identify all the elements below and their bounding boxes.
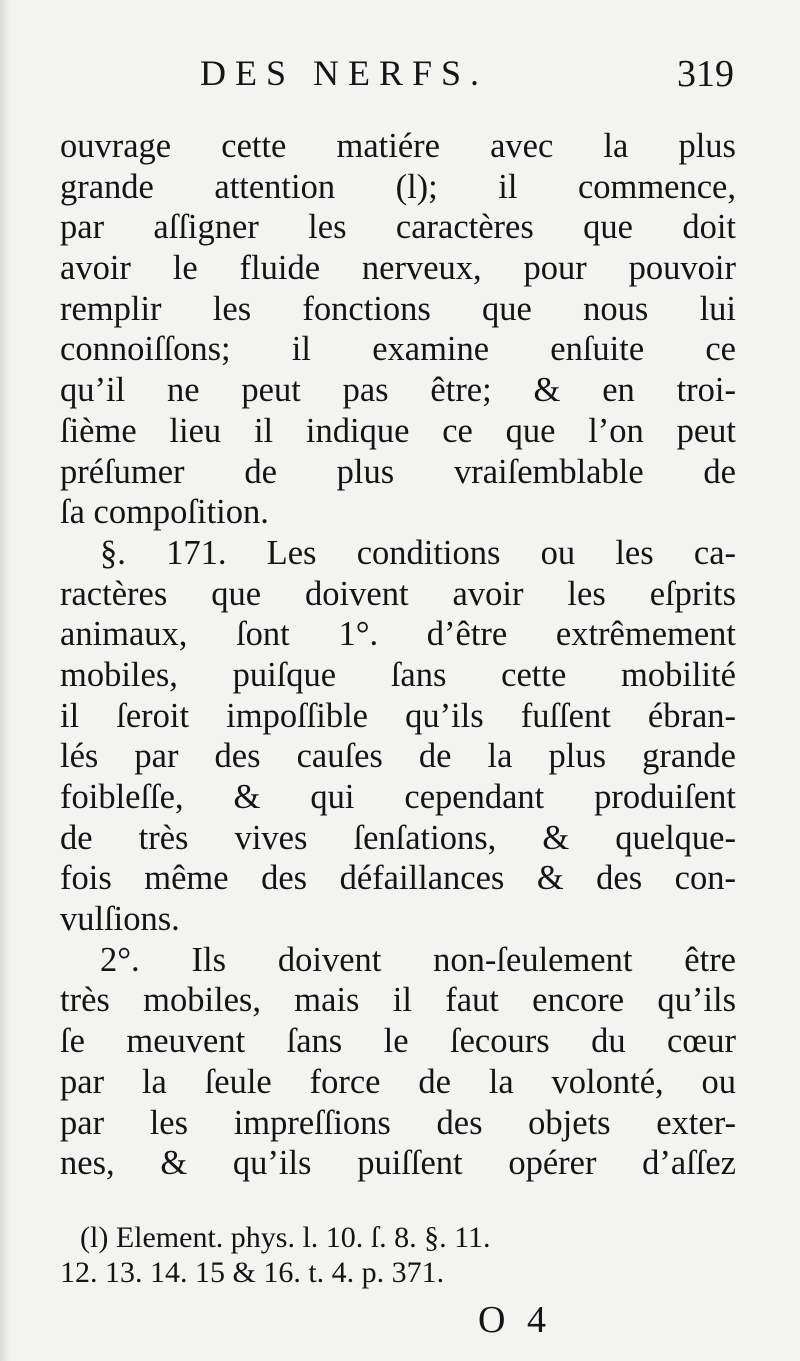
text-line: avoir le fluide nerveux, pour pouvoir — [60, 249, 736, 288]
text-line: préſumer de plus vraiſemblable de — [60, 452, 736, 491]
running-title: DES NERFS. — [200, 53, 489, 93]
text-line: qu’il ne peut pas être; & en troi- — [60, 371, 736, 410]
text-line: très mobiles, mais il faut encore qu’ils — [60, 981, 736, 1020]
text-line: fois même des défaillances & des con- — [60, 859, 736, 898]
page-edge — [0, 0, 10, 1361]
text-line: 2°. Ils doivent non-ſeulement être — [100, 940, 736, 979]
body-text — [60, 126, 736, 1184]
page-number: 319 — [677, 53, 734, 95]
text-line: lés par des cauſes de la plus grande — [60, 737, 736, 776]
text-line: ſe meuvent ſans le ſecours du cœur — [60, 1022, 736, 1061]
text-line: ſa compoſition. — [60, 493, 269, 532]
text-line: par la ſeule force de la volonté, ou — [60, 1062, 736, 1101]
text-line: ouvrage cette matiére avec la plus — [60, 127, 736, 165]
text-line: il ſeroit impoſſible qu’ils fuſſent ébran- — [60, 696, 736, 735]
text-line: par aſſigner les caractères que doit — [60, 208, 736, 247]
page-header — [200, 52, 740, 102]
text-line: §. 171. Les conditions ou les ca- — [100, 533, 736, 572]
text-line: mobiles, puiſque ſans cette mobilité — [60, 655, 736, 694]
text-line: foibleſſe, & qui cependant produiſent — [60, 778, 736, 816]
text-line: ractères que doivent avoir les eſprits — [60, 574, 736, 613]
text-line: ſième lieu il indique ce que l’on peut — [60, 411, 736, 450]
footnote — [60, 1220, 744, 1290]
text-line: vulſions. — [60, 900, 180, 939]
text-line: de très vives ſenſations, & quelque- — [60, 818, 736, 857]
footnote-line: 12. 13. 14. 15 & 16. t. 4. p. 371. — [60, 1256, 445, 1289]
text-line: par les impreſſions des objets exter- — [60, 1103, 736, 1142]
footnote-line: (l) Element. phys. l. 10. ſ. 8. §. 11. — [80, 1221, 491, 1254]
text-line: grande attention (l); il commence, — [60, 167, 736, 206]
signature-mark: O 4 — [478, 1299, 552, 1341]
text-line: nes, & qu’ils puiſſent opérer d’aſſez — [60, 1144, 736, 1183]
text-line: connoiſſons; il examine enſuite ce — [60, 330, 736, 369]
text-line: remplir les fonctions que nous lui — [60, 289, 736, 328]
text-line: animaux, ſont 1°. d’être extrêmement — [60, 615, 736, 654]
